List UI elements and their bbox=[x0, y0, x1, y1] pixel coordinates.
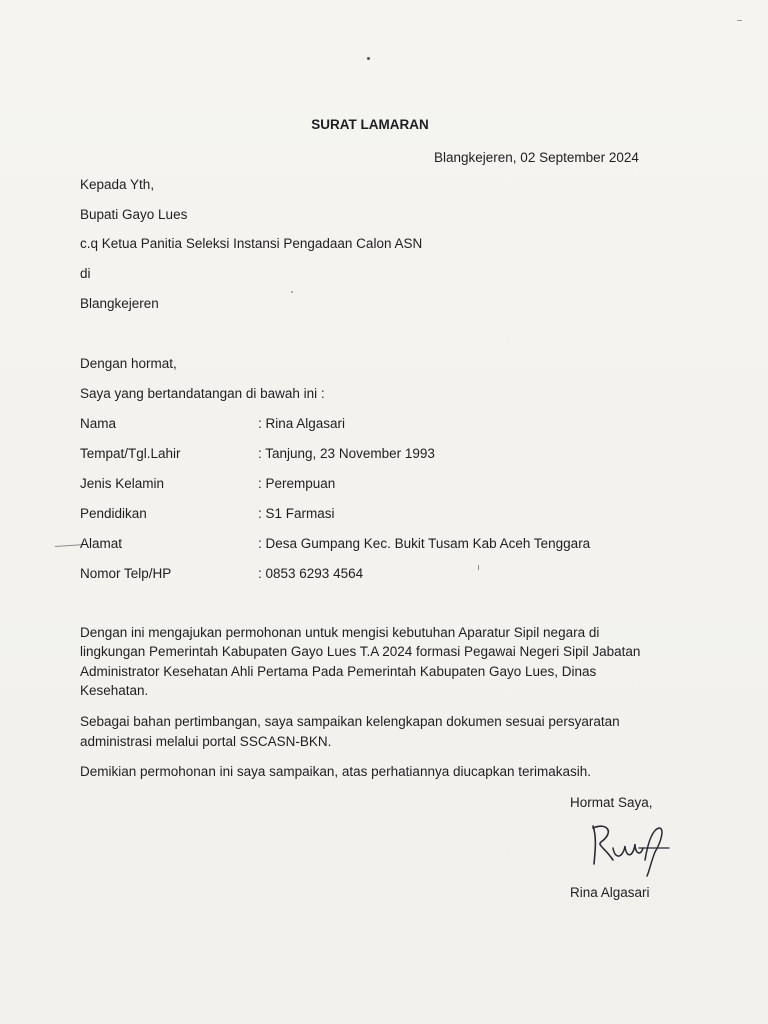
greeting: Dengan hormat, bbox=[80, 356, 177, 371]
detail-value: : 0853 6293 4564 bbox=[258, 566, 364, 581]
detail-label: Alamat bbox=[80, 536, 123, 551]
paragraph-1-line: lingkungan Pemerintah Kabupaten Gayo Lues T.A 2024 formasi Pegawai Negeri Sipil Jabatan bbox=[80, 644, 641, 659]
paper-speck bbox=[291, 291, 293, 293]
signature-image bbox=[585, 818, 675, 878]
detail-value: : Rina Algasari bbox=[258, 416, 346, 431]
detail-value: : Desa Gumpang Kec. Bukit Tusam Kab Aceh Tenggara bbox=[258, 536, 591, 551]
detail-value: : Tanjung, 23 November 1993 bbox=[258, 446, 435, 461]
detail-label: Tempat/Tgl.Lahir bbox=[80, 446, 181, 461]
detail-label: Nama bbox=[80, 416, 117, 431]
recipient-line: Kepada Yth, bbox=[80, 177, 155, 192]
recipient-line: c.q Ketua Panitia Seleksi Instansi Pengadaan Calon ASN bbox=[80, 236, 423, 251]
recipient-line: di bbox=[80, 266, 91, 281]
paragraph-2-line: Sebagai bahan pertimbangan, saya sampaikan kelengkapan dokumen sesuai persyaratan bbox=[80, 714, 620, 729]
letter-title: SURAT LAMARAN bbox=[311, 117, 429, 132]
paragraph-3: Demikian permohonan ini saya sampaikan, atas perhatiannya diucapkan terimakasih. bbox=[80, 764, 592, 779]
detail-value: : Perempuan bbox=[258, 476, 336, 491]
paper-mark bbox=[737, 20, 742, 21]
detail-value: : S1 Farmasi bbox=[258, 506, 335, 521]
detail-label: Jenis Kelamin bbox=[80, 476, 165, 491]
recipient-line: Bupati Gayo Lues bbox=[80, 207, 188, 222]
recipient-line: Blangkejeren bbox=[80, 296, 159, 311]
paragraph-1-line: Kesehatan. bbox=[80, 683, 149, 698]
intro-line: Saya yang bertandatangan di bawah ini : bbox=[80, 386, 325, 401]
place-date: Blangkejeren, 02 September 2024 bbox=[434, 150, 639, 165]
paper-speck bbox=[478, 565, 479, 570]
detail-label: Nomor Telp/HP bbox=[80, 566, 172, 581]
paragraph-1-line: Administrator Kesehatan Ahli Pertama Pada Pemerintah Kabupaten Gayo Lues, Dinas bbox=[80, 664, 597, 679]
closing: Hormat Saya, bbox=[570, 795, 653, 810]
paper-speck bbox=[367, 57, 370, 60]
signatory-name: Rina Algasari bbox=[570, 885, 650, 900]
paragraph-2-line: administrasi melalui portal SSCASN-BKN. bbox=[80, 734, 332, 749]
detail-label: Pendidikan bbox=[80, 506, 147, 521]
paragraph-1-line: Dengan ini mengajukan permohonan untuk mengisi kebutuhan Aparatur Sipil negara di bbox=[80, 625, 600, 640]
